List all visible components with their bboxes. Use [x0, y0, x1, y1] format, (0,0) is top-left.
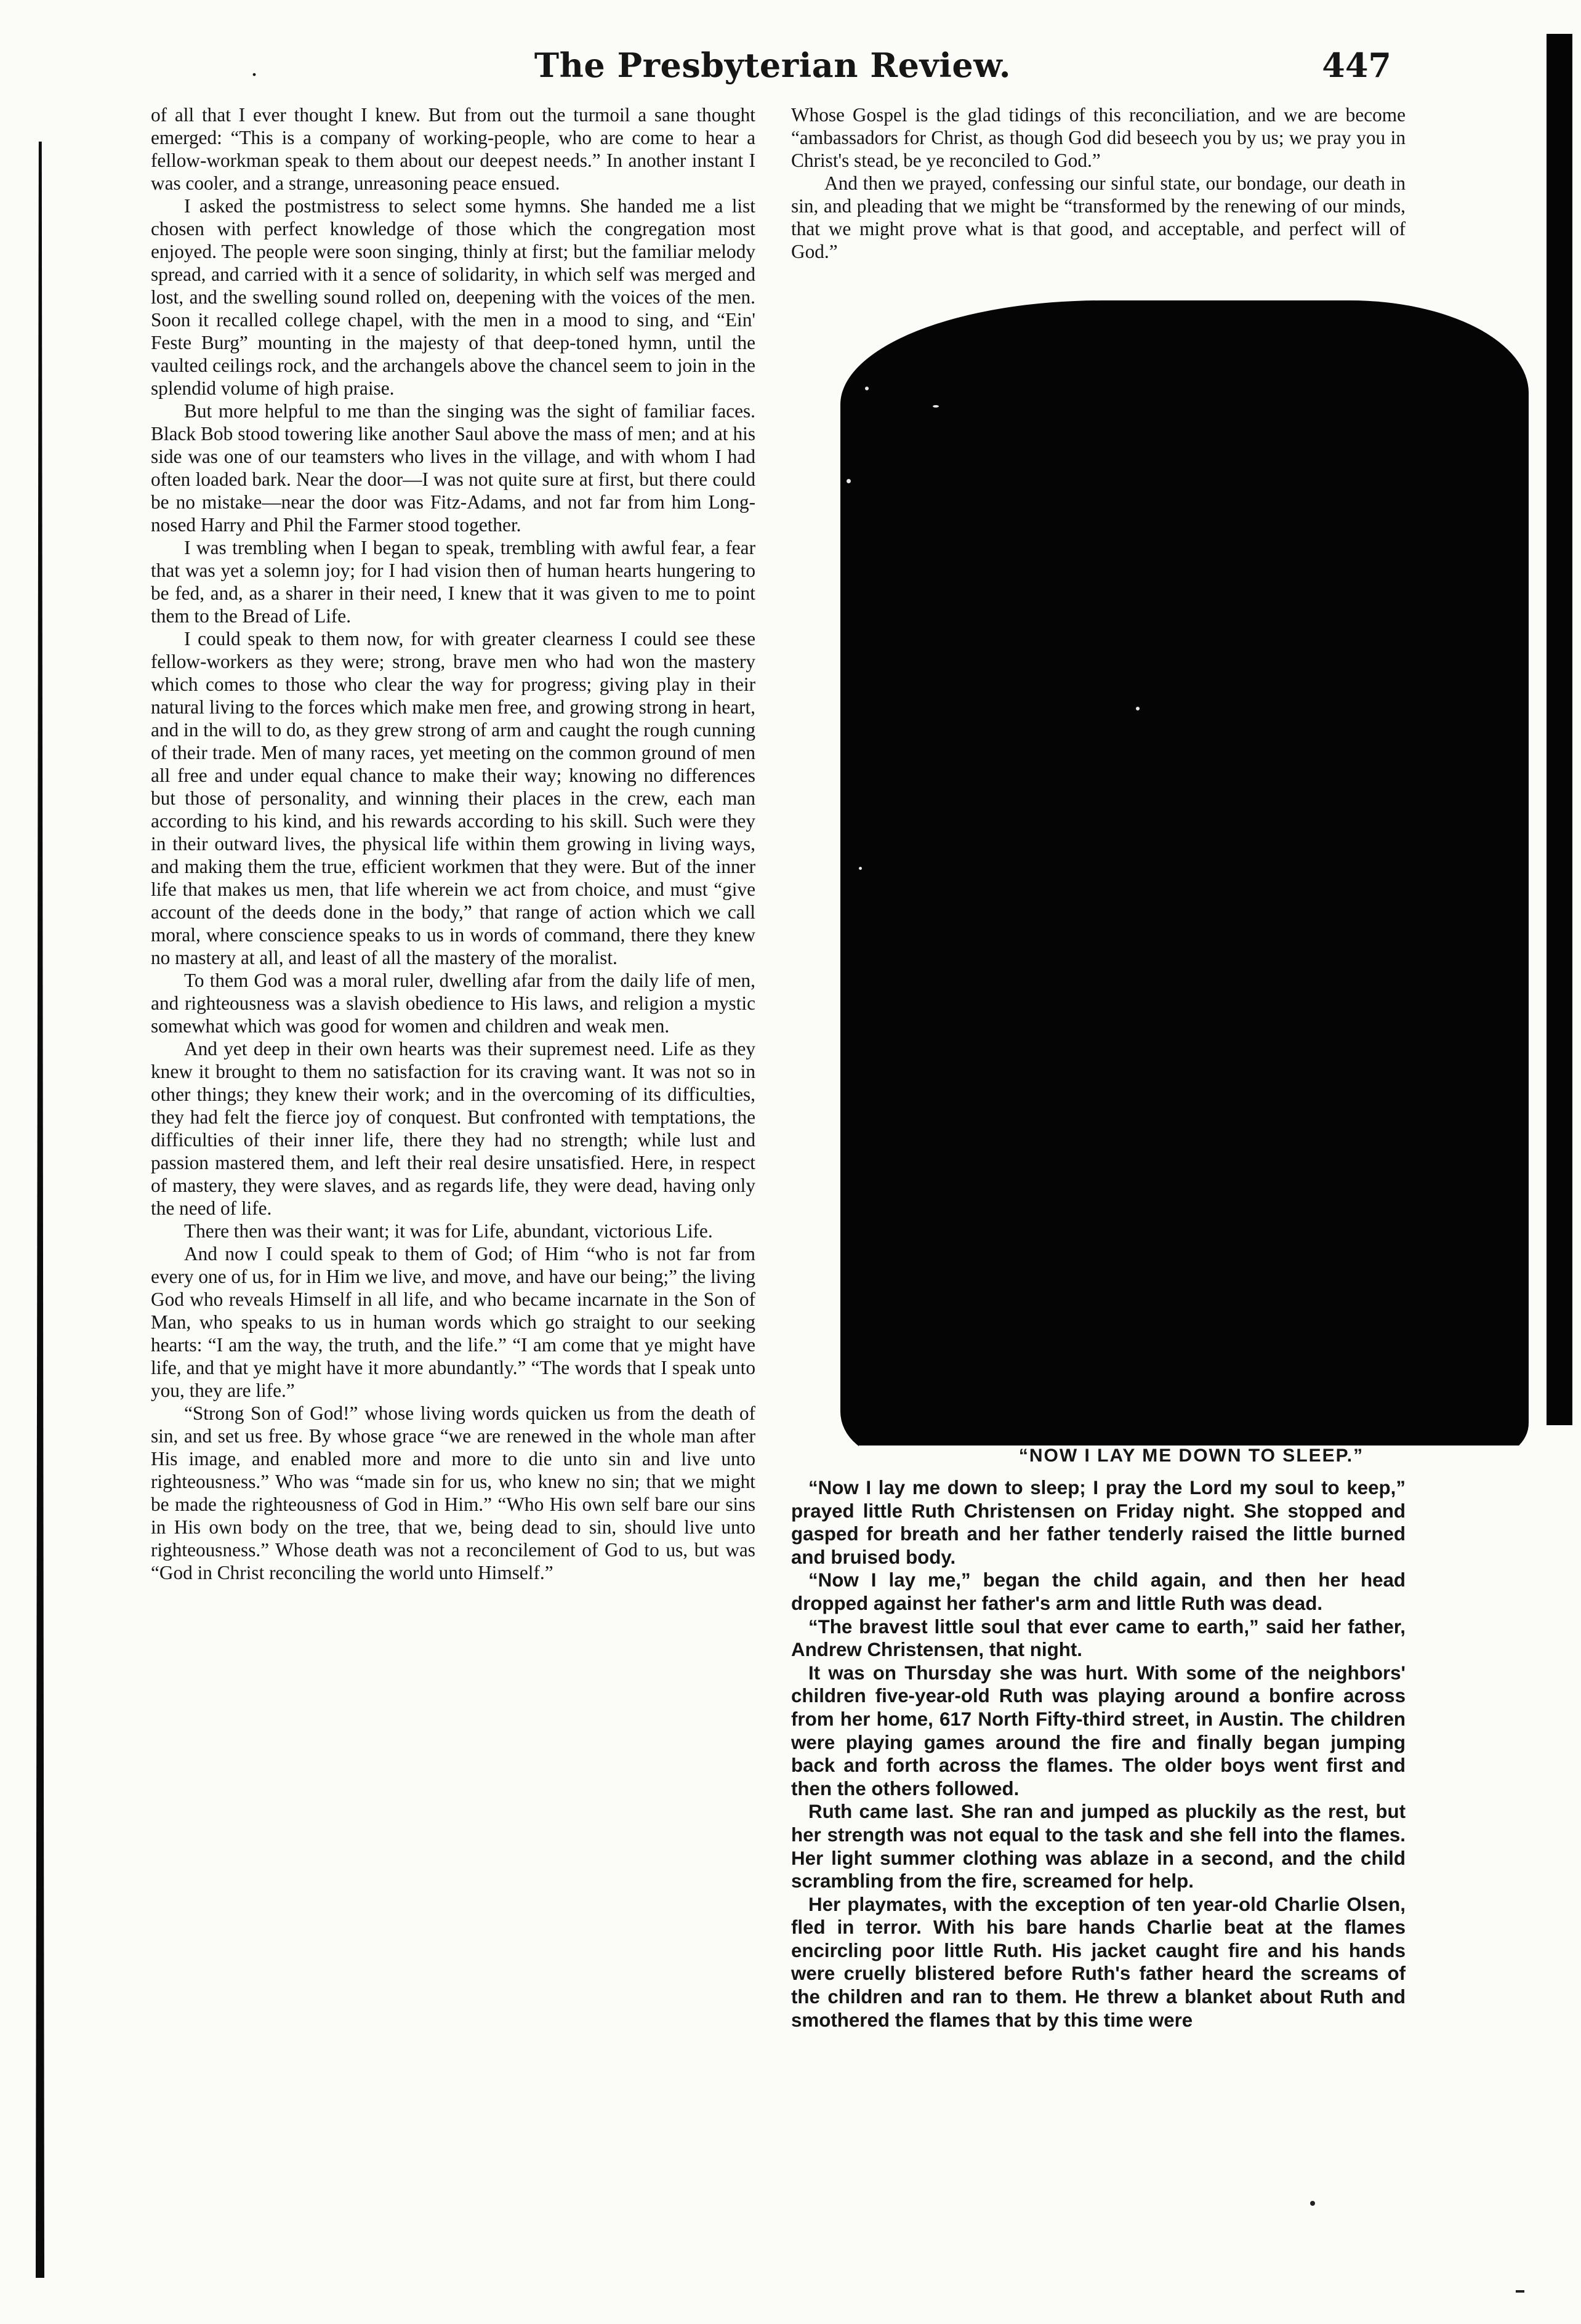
ink-speck: [1516, 2290, 1524, 2293]
paragraph: Ruth came last. She ran and jumped as pluckily as the rest, but her strength was not equal to the task and she fell into the flames. Her light summer clothing was ablaze in a second, and the child scrambling from the fire, screamed for help.: [791, 1801, 1406, 1892]
image-speck: [933, 405, 939, 408]
paragraph: And then we prayed, confessing our sinful state, our bondage, our death in sin, and pleading that we might be “transformed by the renewing of our minds, that we might prove what is that good, and acceptable, and perfect will of God.”: [791, 172, 1406, 262]
page-header: [154, 44, 1391, 94]
paragraph: of all that I ever thought I knew. But from out the turmoil a sane thought emerged: “This is a company of working-people, who are come to hear a fellow-workman speak to them about our deepest needs.” In another instant I was cooler, and a strange, unreasoning peace ensued.: [151, 104, 755, 194]
paragraph: I asked the postmistress to select some hymns. She handed me a list chosen with perfect knowledge of those which the congregation most enjoyed. The people were soon singing, thinly at first; but the familiar melody spread, and carried with it a sence of solidarity, in which self was merged and lost, and the swelling sound rolled on, deepening with the voices of the men. Soon it recalled college chapel, with the men in a mood to sing, and “Ein' Feste Burg” mounting in the majesty of that deep-toned hymn, until the vaulted ceilings rock, and the archangels above the chancel seem to join in the splendid volume of high praise.: [151, 195, 755, 399]
paragraph: And now I could speak to them of God; of Him “who is not far from every one of us, for in Him we live, and move, and have our being;” the living God who reveals Himself in all life, and who became incarnate in the Son of Man, who speaks to us in human words which go straight to our seeking hearts: “I am the way, the truth, and the life.” “I am come that ye might have life, and that ye might have it more abundantly.” “The words that I speak unto you, they are life.”: [151, 1243, 755, 1401]
paragraph: There then was their want; it was for Life, abundant, victorious Life.: [184, 1220, 713, 1242]
scan-edge-bar: [1547, 34, 1572, 1425]
news-story: [791, 1476, 1406, 2032]
paragraph: Her playmates, with the exception of ten year-old Charlie Olsen, fled in terror. With his bare hands Charlie beat at the flames encircling poor little Ruth. His jacket caught fire and his hands were cruelly blistered before Ruth's father heard the screams of the children and ran to them. He threw a blanket about Ruth and smothered the flames that by this time were: [791, 1893, 1406, 2031]
paragraph: “Strong Son of God!” whose living words quicken us from the death of sin, and set us free. By whose grace “we are renewed in the whole man after His image, and enabled more and more to die unto sin and live unto righteousness.” Who was “made sin for us, who knew no sin; that we might be made the righteousness of God in Him.” “Who His own self bare our sins in His own body on the tree, that we, being dead to sin, should live unto righteousness.” Whose death was not a reconcilement of God to us, but was “God in Christ reconciling the world unto Himself.”: [151, 1402, 755, 1583]
paragraph: And yet deep in their own hearts was their supremest need. Life as they knew it brought to them no satisfaction for its craving want. It was not so in other things; they knew their work; and in the overcoming of its difficulties, they had felt the fierce joy of conquest. But confronted with temptations, the difficulties of their inner life, there they had no strength; while lust and passion mastered them, and left their real desire unsatisfied. Here, in respect of mastery, they were slaves, and as regards life, they were dead, having only the need of life.: [151, 1038, 755, 1219]
page-number: 447: [1322, 46, 1391, 85]
image-speck: [1136, 707, 1140, 710]
paragraph: To them God was a moral ruler, dwelling afar from the daily life of men, and righteousness was a slavish obedience to His laws, and religion a mystic somewhat which was good for women and children and weak men.: [151, 970, 755, 1037]
image-speck: [865, 387, 869, 390]
paragraph: I was trembling when I began to speak, trembling with awful fear, a fear that was yet a solemn joy; for I had vision then of human hearts hungering to be fed, and, as a sharer in their need, I knew that it was given to me to point them to the Bread of Life.: [151, 537, 755, 627]
paragraph: Whose Gospel is the glad tidings of this reconciliation, and we are become “ambassadors for Christ, as though God did beseech you by us; we pray you in Christ's stead, be ye reconciled to God.”: [791, 104, 1406, 171]
illustration-image: [840, 300, 1529, 1458]
header-mark: .: [251, 54, 257, 81]
illustration-caption: “NOW I LAY ME DOWN TO SLEEP.”: [859, 1445, 1524, 1466]
paragraph: But more helpful to me than the singing was the sight of familiar faces. Black Bob stood towering like another Saul above the mass of men; and at his side was one of our teamsters who lives in the village, and with whom I had often loaded bark. Near the door—I was not quite sure at first, but there could be no mistake—near the door was Fitz-Adams, and not far from him Long-nosed Harry and Phil the Farmer stood together.: [151, 400, 755, 536]
paragraph: It was on Thursday she was hurt. With some of the neighbors' children five-year-old Ruth was playing around a bonfire across from her home, 617 North Fifty-third street, in Austin. The children were playing games around the fire and finally began jumping back and forth across the flames. The older boys went first and then the others followed.: [791, 1662, 1406, 1799]
paragraph: “Now I lay me down to sleep; I pray the Lord my soul to keep,” prayed little Ruth Christensen on Friday night. She stopped and gasped for breath and her father tenderly raised the little burned and bruised body.: [791, 1477, 1406, 1568]
image-speck: [859, 867, 862, 870]
ink-speck: [1310, 2201, 1315, 2206]
paragraph: I could speak to them now, for with greater clearness I could see these fellow-workers as they were; strong, brave men who had won the mastery which comes to those who clear the way for progress; giving play in their natural living to the forces which make men free, and growing strong in heart, and in the will to do, as they grew strong of arm and caught the rough cunning of their trade. Men of many races, yet meeting on the common ground of men all free and under equal chance to make their way; knowing no differences but those of personality, and winning their places in the crew, each man according to his kind, and his rewards according to his skill. Such were they in their outward lives, the physical life within them growing in living ways, and making them the true, efficient workmen that they were. But of the inner life that makes us men, that life wherein we act from choice, and must “give account of the deeds done in the body,” that range of action which we call moral, where conscience speaks to us in words of command, there they knew no mastery at all, and least of all the mastery of the moralist.: [151, 628, 755, 968]
paragraph: “The bravest little soul that ever came to earth,” said her father, Andrew Christensen, that night.: [791, 1615, 1406, 1661]
publication-title: The Presbyterian Review.: [534, 46, 1012, 85]
right-column: [791, 103, 1406, 263]
paragraph: “Now I lay me,” began the child again, and then her head dropped against her father's arm and little Ruth was dead.: [791, 1569, 1406, 1614]
left-column: [151, 103, 755, 1584]
image-speck: [847, 479, 851, 483]
scan-edge-shadow: [36, 142, 44, 2278]
